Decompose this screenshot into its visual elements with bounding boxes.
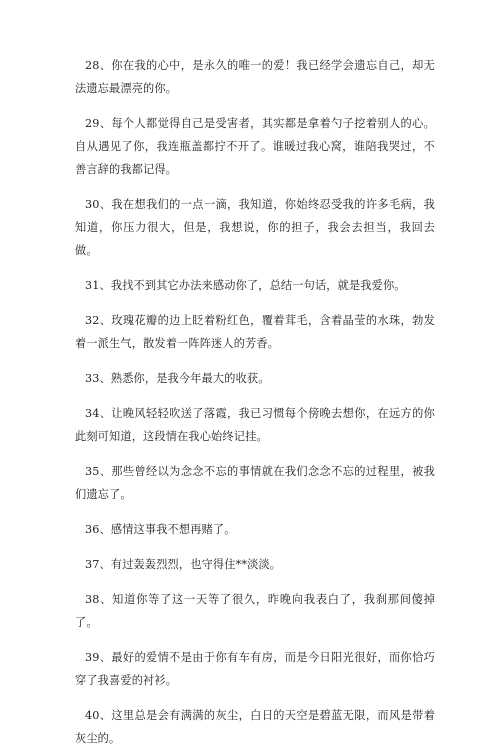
entry-39: 39、最好的爱情不是由于你有车有房，而是今日阳光很好，而你恰巧穿了我喜爱的衬衫。 xyxy=(75,651,435,687)
entry-32: 32、玫瑰花瓣的边上眨着粉红色，覆着茸毛，含着晶莹的水珠，勃发着一派生气，散发着一阵阵迷人的芳香。 xyxy=(75,314,435,350)
entry-30: 30、我在想我们的一点一滴，我知道，你始终忍受我的许多毛病，我知道，你压力很大，但是，我想说，你的担子，我会去担当，我回去做。 xyxy=(75,198,435,257)
entry-29: 29、每个人都觉得自己是受害者，其实都是拿着勺子挖着别人的心。自从遇见了你，我连瓶盖都拧不开了。谁暖过我心窝，谁陪我哭过，不善言辞的我都记得。 xyxy=(75,117,435,176)
entry-31: 31、我找不到其它办法来感动你了，总结一句话，就是我爱你。 xyxy=(85,279,406,292)
document-body xyxy=(75,54,435,750)
entry-33: 33、熟悉你，是我今年最大的收获。 xyxy=(85,372,270,385)
entry-40: 40、这里总是会有满满的灰尘，白日的天空是碧蓝无限，而风是带着灰尘的。 xyxy=(75,709,435,745)
entry-36: 36、感情这事我不想再赌了。 xyxy=(85,523,236,536)
entry-28: 28、你在我的心中，是永久的唯一的爱！我已经学会遗忘自己，却无法遗忘最漂亮的你。 xyxy=(75,59,435,95)
entry-35: 35、那些曾经以为念念不忘的事情就在我们念念不忘的过程里，被我们遗忘了。 xyxy=(75,465,435,501)
entry-38: 38、知道你等了这一天等了很久，昨晚向我表白了，我刹那间傻掉了。 xyxy=(75,593,435,629)
entry-34: 34、让晚风轻轻吹送了落霞，我已习惯每个傍晚去想你，在远方的你此刻可知道，这段情在我心始终记挂。 xyxy=(75,407,435,443)
entry-37: 37、有过轰轰烈烈，也守得住**淡淡。 xyxy=(85,558,282,571)
